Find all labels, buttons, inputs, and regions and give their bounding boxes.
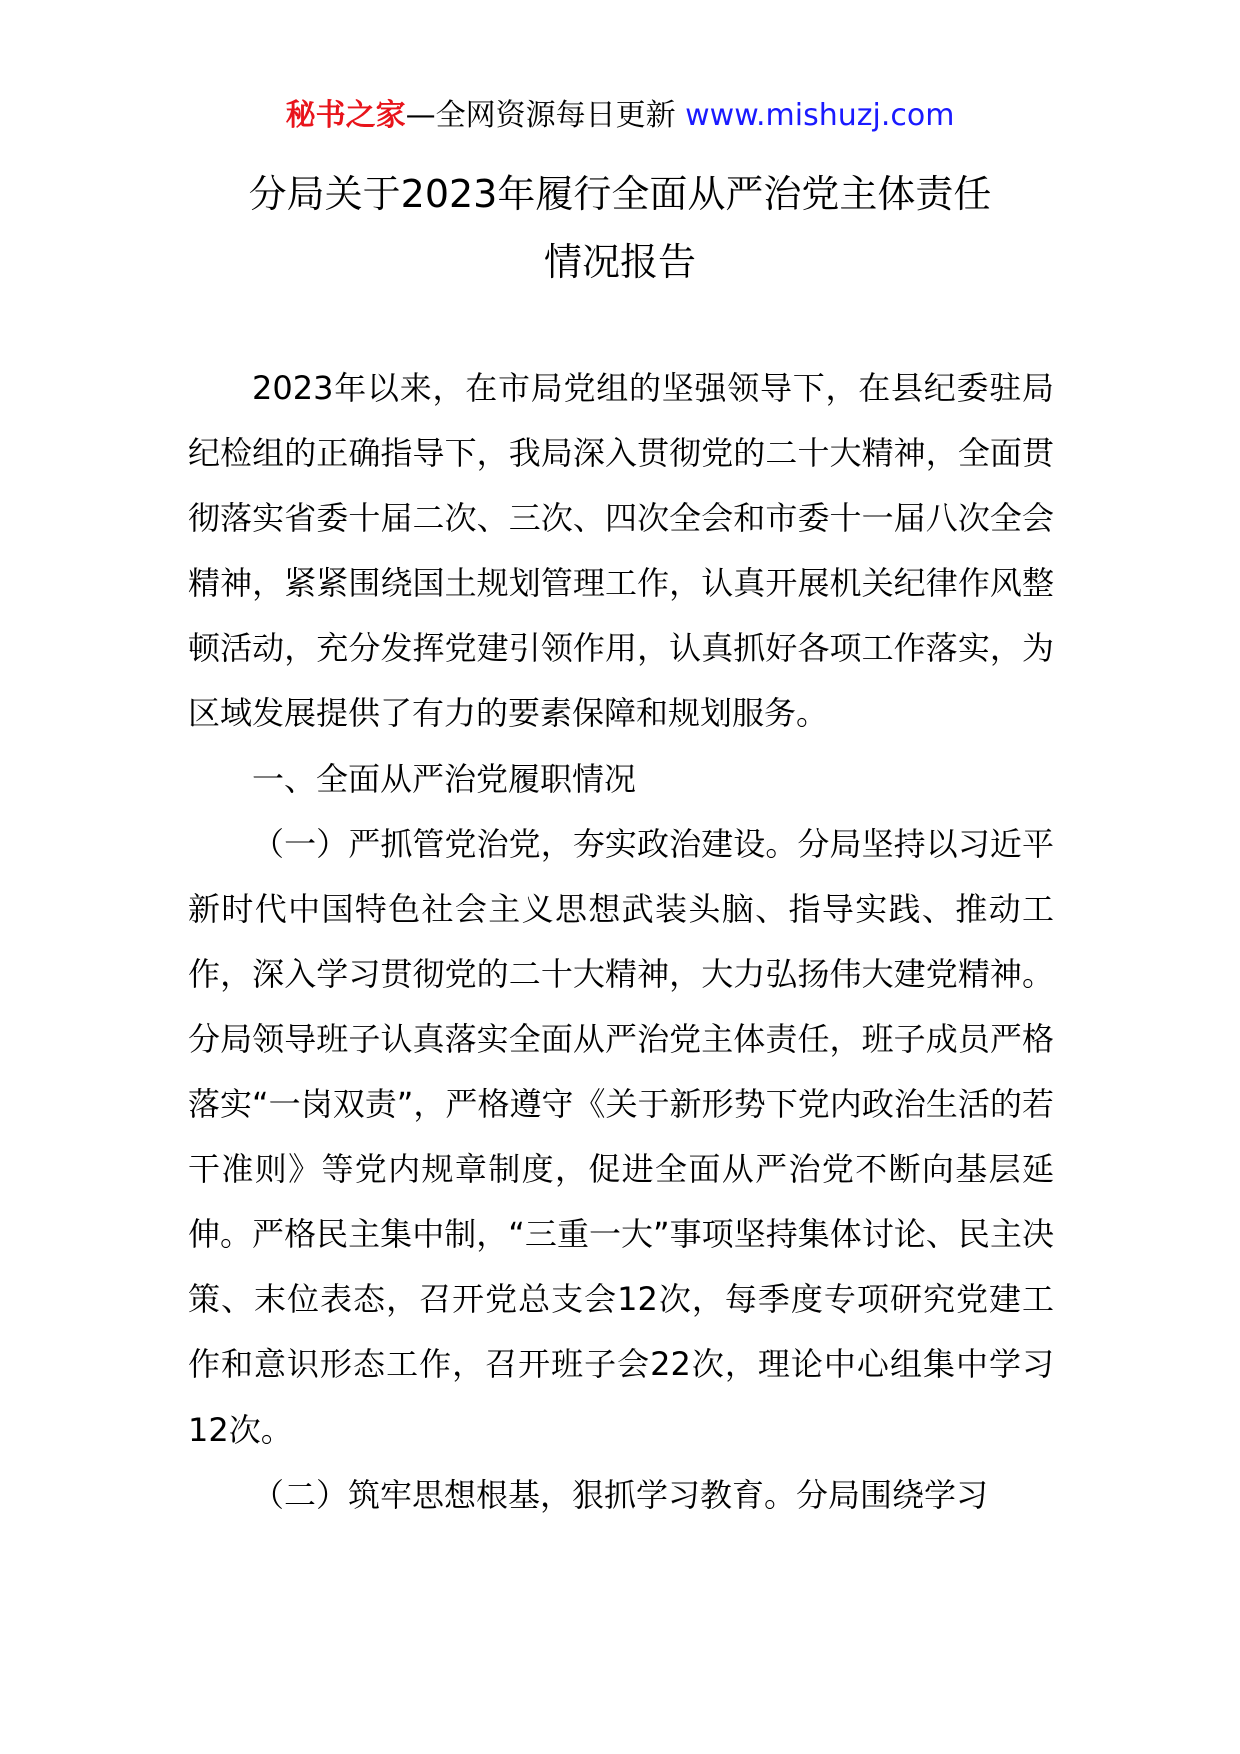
intro-paragraph: 2023年以来，在市局党组的坚强领导下，在县纪委驻局纪检组的正确指导下，我局深入贯彻党的二十大精神，全面贯彻落实省委十届二次、三次、四次全会和市委十一届八次全会精神，紧紧围绕国土规划管理工作，认真开展机关纪律作风整顿活动，充分发挥党建引领作用，认真抓好各项工作落实，为区域发展提供了有力的要素保障和规划服务。 — [188, 369, 1054, 733]
site-link[interactable]: www.mishuzj.com — [685, 98, 955, 133]
section-paragraph-1: （一）严抓管党治党，夯实政治建设。分局坚持以习近平新时代中国特色社会主义思想武装头脑、指导实践、推动工作，深入学习贯彻党的二十大精神，大力弘扬伟大建党精神。分局领导班子认真落实全面从严治党主体责任，班子成员严格落实“一岗双责”，严格遵守《关于新形势下党内政治生活的若干准则》等党内规章制度，促进全面从严治党不断向基层延伸。严格民主集中制，“三重一大”事项坚持集体讨论、民主决策、末位表态，召开党总支会12次，每季度专项研究党建工作和意识形态工作，召开班子会22次，理论中心组集中学习12次。 — [188, 824, 1054, 1449]
title-line-2: 情况报告 — [543, 240, 696, 284]
document-body — [188, 356, 1054, 1528]
title-line-1: 分局关于2023年履行全面从严治党主体责任 — [248, 172, 992, 216]
brand-name: 秘书之家 — [285, 98, 406, 133]
section-heading: 一、全面从严治党履职情况 — [252, 759, 637, 798]
source-header — [0, 96, 1240, 136]
section-paragraph-2: （二）筑牢思想根基，狠抓学习教育。分局围绕学习 — [252, 1475, 989, 1514]
header-slogan: —全网资源每日更新 — [405, 98, 676, 133]
document-title — [0, 160, 1240, 296]
